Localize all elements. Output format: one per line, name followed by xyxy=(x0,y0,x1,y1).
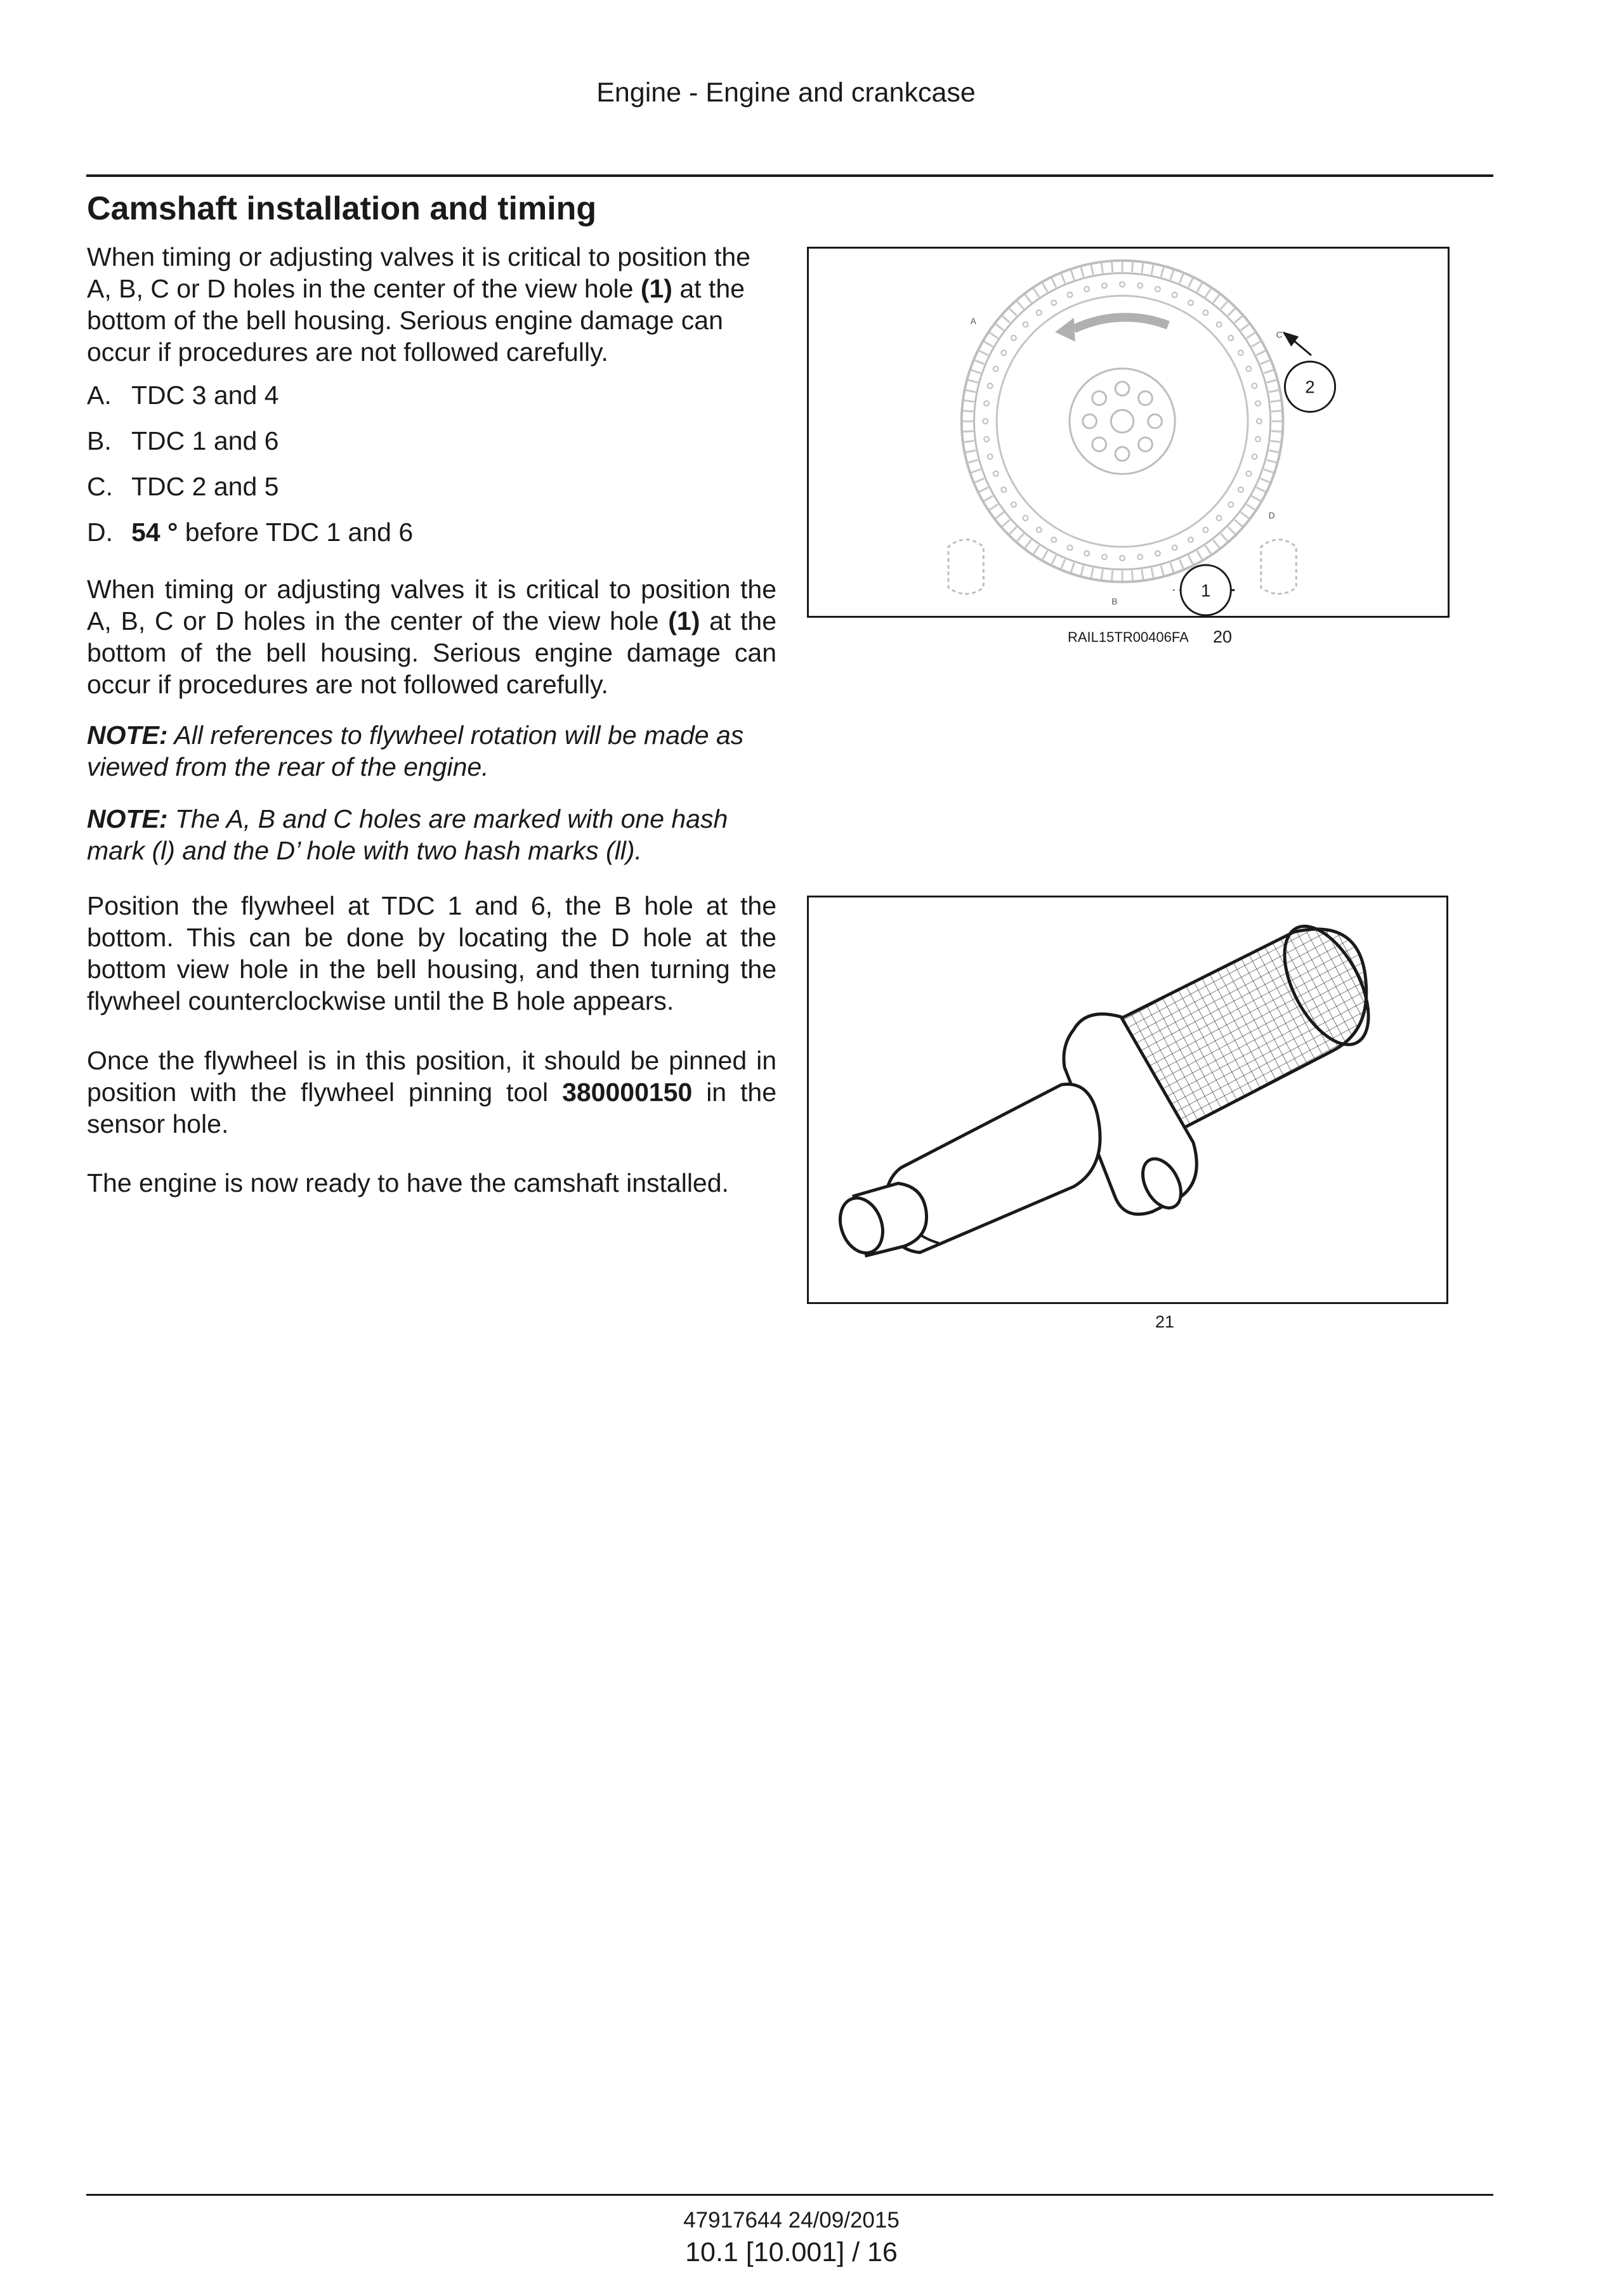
callout-number-2: 2 xyxy=(1305,377,1315,397)
repeat-text-end: at the bottom of the bell housing. Serious engine damage can occur if procedures are not followed carefully. xyxy=(87,606,776,699)
figure-number: 21 xyxy=(1155,1312,1175,1331)
list-item-letter: B. xyxy=(87,426,112,455)
header-rule xyxy=(86,174,1493,177)
list-item xyxy=(87,516,776,562)
list-item xyxy=(87,471,776,516)
intro-text-end: at the bottom of the bell housing. Serious engine damage can occur if procedures are not followed carefully. xyxy=(87,274,745,367)
note-hash-marks xyxy=(87,803,776,866)
note-text: The A, B and C holes are marked with one hash mark (l) and the D’ hole with two hash marks (ll). xyxy=(87,804,728,865)
list-item-letter: A. xyxy=(87,381,112,410)
section-title: Camshaft installation and timing xyxy=(87,190,597,227)
left-view-port xyxy=(948,540,983,594)
rotation-arrowhead xyxy=(1055,318,1075,342)
callout-ref-1: (1) xyxy=(668,606,700,636)
flywheel-diagram xyxy=(809,249,1448,616)
footer-rule xyxy=(86,2194,1493,2196)
hole-label-b: B xyxy=(1111,596,1118,607)
pinning-tool-figure xyxy=(807,896,1448,1304)
flywheel-face xyxy=(997,296,1248,547)
ready-text: The engine is now ready to have the camshaft installed. xyxy=(87,1168,729,1197)
intro-text-start: When timing or adjusting valves it is critical to position the A, B, C or D holes in the center of the view hole xyxy=(87,242,750,303)
callout-number-1: 1 xyxy=(1201,580,1211,601)
note-label: NOTE: xyxy=(87,804,168,833)
note-label: NOTE: xyxy=(87,721,168,750)
pinning-paragraph xyxy=(87,1045,776,1140)
ready-paragraph xyxy=(87,1167,776,1199)
figure-code: RAIL15TR00406FA xyxy=(1068,629,1189,645)
footer-page-ref: 10.1 [10.001] / 16 xyxy=(685,2237,898,2267)
position-paragraph xyxy=(87,890,776,1017)
hole-label-c: C xyxy=(1276,329,1283,340)
hole-label-a: A xyxy=(970,315,976,326)
hub-holes xyxy=(1083,382,1162,461)
list-item-text: TDC 1 and 6 xyxy=(131,426,279,455)
right-view-port xyxy=(1261,540,1296,594)
intro-paragraph xyxy=(87,241,776,368)
list-item-angle: 54 ° xyxy=(131,518,178,547)
note-text: All references to flywheel rotation will be made as viewed from the rear of the engine. xyxy=(87,721,744,781)
footer-document-ref: 47917644 24/09/2015 xyxy=(683,2208,900,2233)
list-item xyxy=(87,379,776,425)
running-header: Engine - Engine and crankcase xyxy=(596,77,976,108)
hole-label-d: D xyxy=(1268,510,1275,521)
list-item-letter: C. xyxy=(87,472,113,501)
repeat-text-start: When timing or adjusting valves it is critical to position the A, B, C or D holes in the center of the view hole xyxy=(87,575,776,636)
pinning-text-start: Once the flywheel is in this position, it should be pinned in position with the flywheel pinning tool xyxy=(87,1046,776,1107)
list-item-text: before TDC 1 and 6 xyxy=(178,518,414,547)
figure-number: 20 xyxy=(1213,627,1233,646)
list-item xyxy=(87,425,776,471)
gear-teeth xyxy=(963,262,1282,581)
flywheel-figure xyxy=(807,247,1450,618)
callout-arrowhead-2 xyxy=(1282,332,1299,347)
callout-ref-1: (1) xyxy=(640,274,672,303)
repeat-paragraph xyxy=(87,573,776,700)
bolt-holes xyxy=(983,282,1261,560)
flywheel-hub xyxy=(1070,369,1175,474)
rotation-arrow xyxy=(1074,317,1168,329)
tool-part-number: 380000150 xyxy=(562,1078,693,1107)
note-rotation xyxy=(87,719,776,783)
pinning-tool-diagram xyxy=(809,897,1446,1302)
list-item-letter: D. xyxy=(87,518,113,547)
pinning-text-end: in the sensor hole. xyxy=(87,1078,776,1138)
position-text: Position the flywheel at TDC 1 and 6, the B hole at the bottom. This can be done by locating the D hole at the bottom view hole in the bell housing, and then turning the flywheel counterclockwise until the B hole appears. xyxy=(87,891,776,1015)
list-item-text: TDC 2 and 5 xyxy=(131,472,279,501)
timing-hole-list xyxy=(87,379,776,562)
list-item-text: TDC 3 and 4 xyxy=(131,381,279,410)
